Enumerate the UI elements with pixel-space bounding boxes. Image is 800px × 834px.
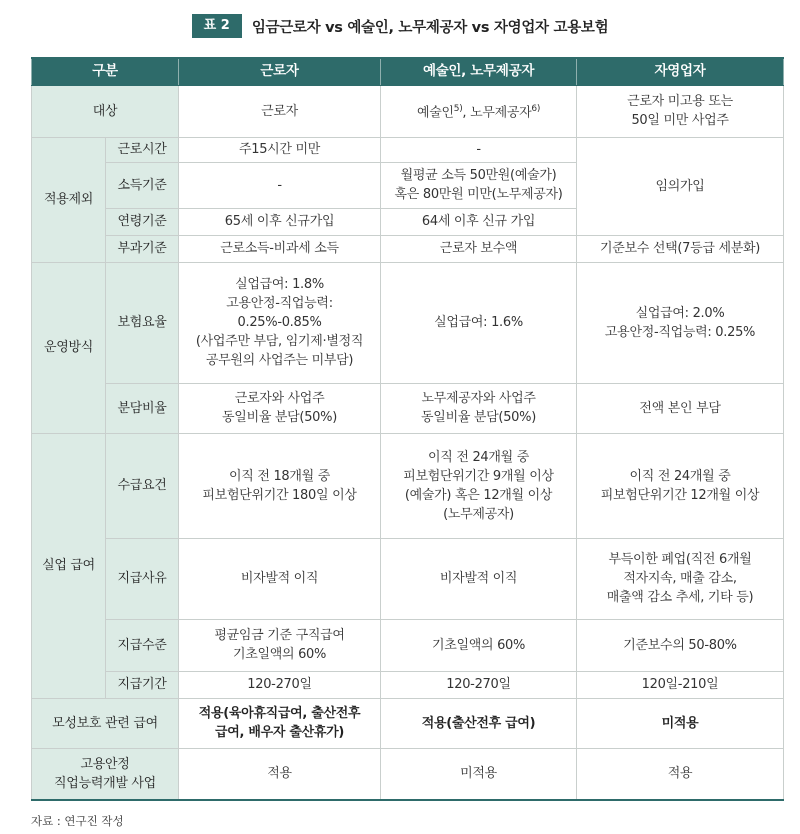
rate-workers: 실업급여: 1.8% 고용안정-직업능력: 0.25%-0.85% (사업주만 부담, 임기제·별정직 공무원의 사업주는 미부담): [179, 262, 381, 383]
maternity-self-employed: 미적용: [577, 698, 784, 748]
target-self-employed: 근로자 미고용 또는 50일 미만 사업주: [577, 85, 784, 137]
reason-artists: 비자발적 이직: [381, 538, 577, 619]
target-workers: 근로자: [179, 85, 381, 137]
work-hours-label: 근로시간: [106, 137, 179, 162]
age-artists: 64세 이후 신규 가입: [381, 208, 577, 235]
employment-stability-artists: 미적용: [381, 748, 577, 800]
income-workers: -: [179, 162, 381, 208]
insurance-comparison-table: [31, 57, 784, 801]
eligibility-self-employed: 이직 전 24개월 중 피보험단위기간 12개월 이상: [577, 433, 784, 538]
table-row: [32, 262, 784, 383]
level-workers: 평균임금 기준 구직급여 기초일액의 60%: [179, 619, 381, 671]
eligibility-label: 수급요건: [106, 433, 179, 538]
table-title: [0, 12, 800, 40]
eligibility-workers: 이직 전 18개월 중 피보험단위기간 180일 이상: [179, 433, 381, 538]
header-self-employed: 자영업자: [577, 58, 784, 85]
level-self-employed: 기준보수의 50-80%: [577, 619, 784, 671]
basis-workers: 근로소득-비과세 소득: [179, 235, 381, 262]
age-workers: 65세 이후 신규가입: [179, 208, 381, 235]
exclusion-group-label: 적용제외: [32, 137, 106, 262]
rate-artists: 실업급여: 1.6%: [381, 262, 577, 383]
share-self-employed: 전액 본인 부담: [577, 383, 784, 433]
table-row: [32, 619, 784, 671]
rate-label: 보험요율: [106, 262, 179, 383]
period-artists: 120-270일: [381, 671, 577, 698]
table-row: [32, 748, 784, 800]
source-note: 자료 : 연구진 작성: [31, 814, 124, 828]
header-workers: 근로자: [179, 58, 381, 85]
table-row: [32, 433, 784, 538]
table-title-text: 임금근로자 vs 예술인, 노무제공자 vs 자영업자 고용보험: [251, 19, 609, 36]
employment-stability-workers: 적용: [179, 748, 381, 800]
work-hours-workers: 주15시간 미만: [179, 137, 381, 162]
rate-self-employed: 실업급여: 2.0% 고용안정-직업능력: 0.25%: [577, 262, 784, 383]
employment-stability-self-employed: 적용: [577, 748, 784, 800]
table-row: [32, 671, 784, 698]
share-workers: 근로자와 사업주 동일비율 분담(50%): [179, 383, 381, 433]
basis-label: 부과기준: [106, 235, 179, 262]
header-category: 구분: [32, 58, 179, 85]
target-artists: 예술인$^{5)}$, 노무제공자$^{6)}$: [381, 85, 577, 137]
level-artists: 기초일액의 60%: [381, 619, 577, 671]
target-label: 대상: [32, 85, 179, 137]
header-artists: 예술인, 노무제공자: [381, 58, 577, 85]
share-artists: 노무제공자와 사업주 동일비율 분담(50%): [381, 383, 577, 433]
reason-self-employed: 부득이한 폐업(직전 6개월 적자지속, 매출 감소, 매출액 감소 추세, 기타 등): [577, 538, 784, 619]
reason-label: 지급사유: [106, 538, 179, 619]
period-label: 지급기간: [106, 671, 179, 698]
level-label: 지급수준: [106, 619, 179, 671]
header-row: [32, 58, 784, 85]
operation-group-label: 운영방식: [32, 262, 106, 433]
unemployment-group-label: 실업 급여: [32, 433, 106, 698]
income-label: 소득기준: [106, 162, 179, 208]
exclusion-self-employed: 임의가입: [577, 137, 784, 235]
table-row: [32, 538, 784, 619]
work-hours-artists: -: [381, 137, 577, 162]
share-label: 분담비율: [106, 383, 179, 433]
table-row: [32, 137, 784, 162]
period-self-employed: 120일-210일: [577, 671, 784, 698]
table-row: [32, 235, 784, 262]
maternity-workers: 적용(육아휴직급여, 출산전후 급여, 배우자 출산휴가): [179, 698, 381, 748]
basis-artists: 근로자 보수액: [381, 235, 577, 262]
maternity-label: 모성보호 관련 급여: [32, 698, 179, 748]
table-number-badge: 표 2: [192, 14, 242, 38]
period-workers: 120-270일: [179, 671, 381, 698]
income-artists: 월평균 소득 50만원(예술가) 혹은 80만원 미만(노무제공자): [381, 162, 577, 208]
table-row: [32, 698, 784, 748]
basis-self-employed: 기준보수 선택(7등급 세분화): [577, 235, 784, 262]
maternity-artists: 적용(출산전후 급여): [381, 698, 577, 748]
employment-stability-label: 고용안정 직업능력개발 사업: [32, 748, 179, 800]
eligibility-artists: 이직 전 24개월 중 피보험단위기간 9개월 이상 (예술가) 혹은 12개월 이상 (노무제공자): [381, 433, 577, 538]
table-row: [32, 85, 784, 137]
table-row: [32, 383, 784, 433]
age-label: 연령기준: [106, 208, 179, 235]
reason-workers: 비자발적 이직: [179, 538, 381, 619]
